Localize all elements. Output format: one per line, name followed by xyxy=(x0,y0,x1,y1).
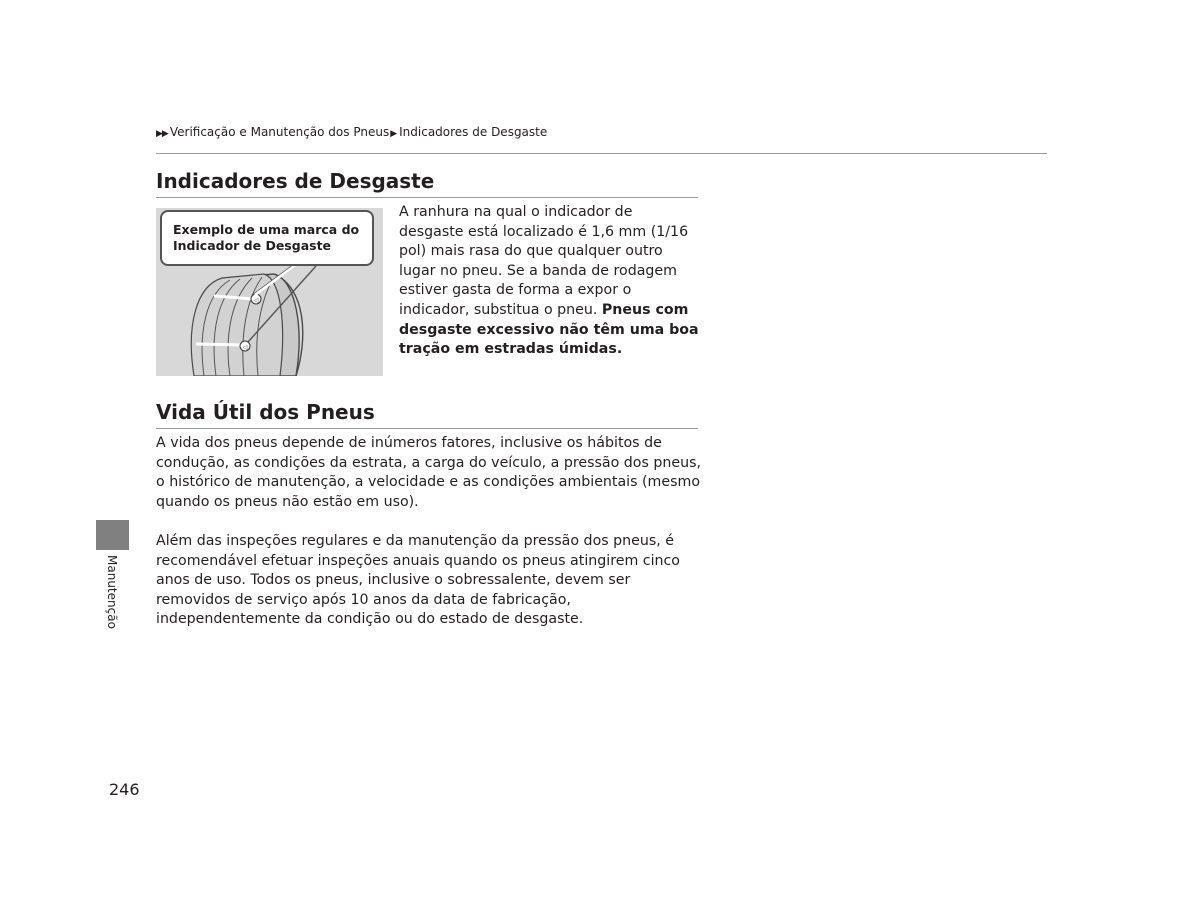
header-rule xyxy=(156,153,1047,154)
wear-indicator-text xyxy=(399,203,699,360)
breadcrumb-part2: Indicadores de Desgaste xyxy=(399,125,548,139)
tire-life-paragraph-1: A vida dos pneus depende de inúmeros fatores, inclusive os hábitos de condução, as condições da estrata, a carga do veículo, a pressão dos pneus, o histórico de manutenção, a velocidade e as condições ambientais (mesmo quando os pneus não estão em uso). xyxy=(156,435,702,510)
section-rule-2 xyxy=(156,428,698,429)
breadcrumb xyxy=(156,125,547,139)
callout-line-1: Exemplo de uma marca do xyxy=(173,222,360,237)
wear-indicator-text-warning: Pneus com desgaste excessivo não têm uma boa tração em estradas úmidas. xyxy=(399,301,699,358)
section-title-tire-life: Vida Útil dos Pneus xyxy=(156,400,375,424)
svg-text:◁: ◁ xyxy=(242,344,248,351)
breadcrumb-part1: Verificação e Manutenção dos Pneus xyxy=(169,125,390,139)
side-tab-label: Manutenção xyxy=(105,555,119,629)
page-number: 246 xyxy=(109,780,140,799)
section-title-wear-indicators: Indicadores de Desgaste xyxy=(156,169,435,193)
figure-callout xyxy=(160,210,374,266)
tire-wear-illustration xyxy=(156,208,383,376)
side-tab-marker xyxy=(96,520,129,550)
tire-life-paragraph-2: Além das inspeções regulares e da manutenção da pressão dos pneus, é recomendável efetuar inspeções anuais quando os pneus atingirem cinco anos de uso. Todos os pneus, inclusive o sobressalente, devem ser removidos de serviço após 10 anos da data de fabricação, independentemente da condição ou do estado de desgaste. xyxy=(156,533,680,628)
breadcrumb-double-arrow-icon: ▶▶ xyxy=(156,129,168,139)
wear-indicator-text-normal: A ranhura na qual o indicador de desgaste está localizado é 1,6 mm (1/16 pol) mais rasa do que qualquer outro lugar no pneu. Se a banda de rodagem estiver gasta de forma a expor o indicador, substitua o pneu. xyxy=(399,204,689,318)
callout-line-2: Indicador de Desgaste xyxy=(173,238,332,253)
breadcrumb-arrow-icon: ▶ xyxy=(390,129,398,139)
svg-text:◁: ◁ xyxy=(253,297,259,304)
section-rule-1 xyxy=(156,197,698,198)
